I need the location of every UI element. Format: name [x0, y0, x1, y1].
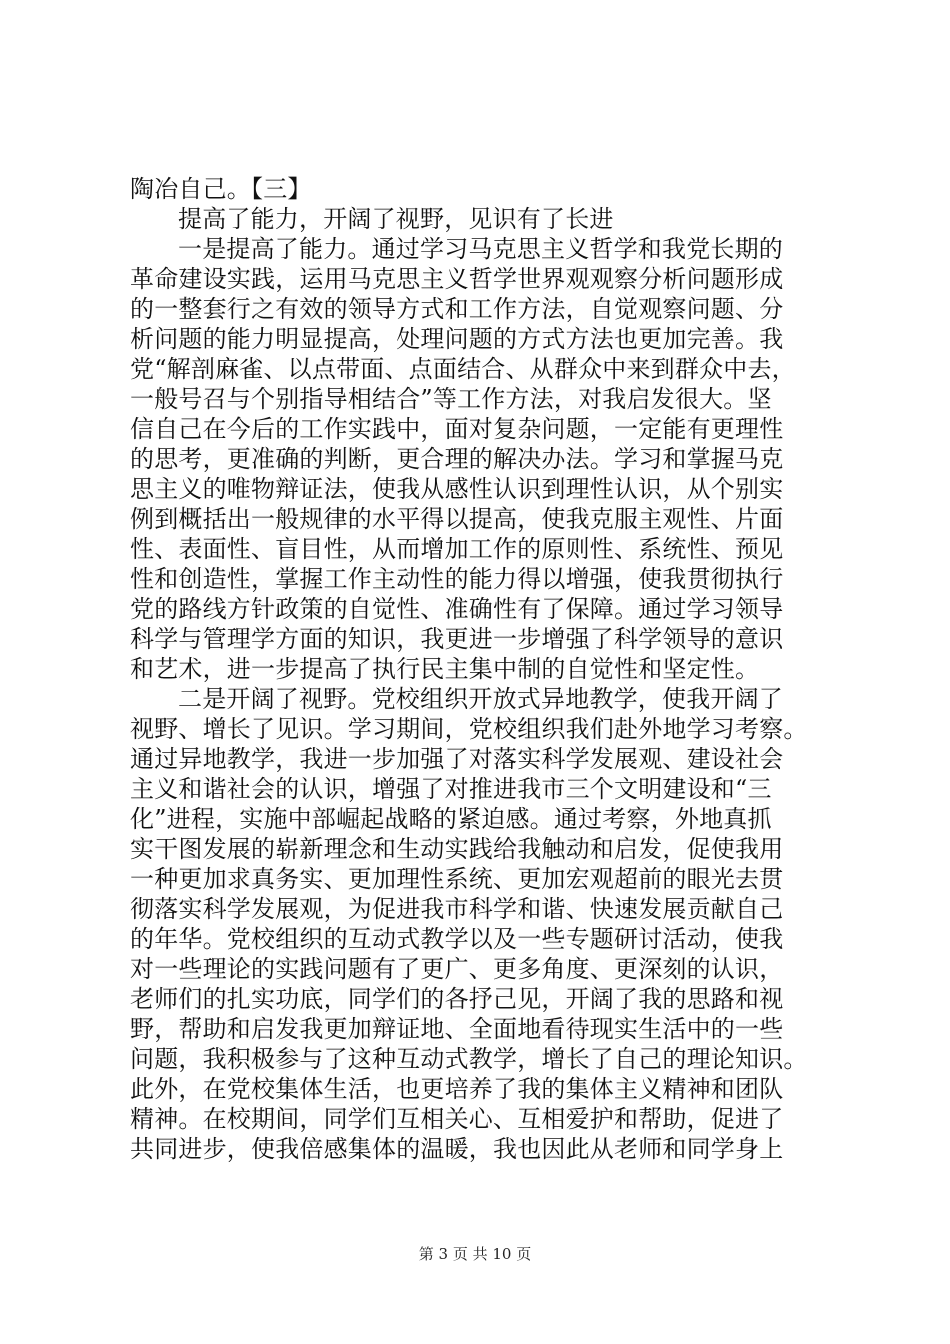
text-line: 对一些理论的实践问题有了更广、更多角度、更深刻的认识，	[130, 955, 784, 983]
text-line: 信自己在今后的工作实践中，面对复杂问题，一定能有更理性	[130, 415, 784, 443]
text-line: 主义和谐社会的认识，增强了对推进我市三个文明建设和“三	[130, 775, 772, 803]
text-line: 老师们的扎实功底，同学们的各抒己见，开阔了我的思路和视	[130, 985, 784, 1013]
text-line: 一种更加求真务实、更加理性系统、更加宏观超前的眼光去贯	[130, 865, 784, 893]
text-line: 思主义的唯物辩证法，使我从感性认识到理性认识，从个别实	[130, 475, 784, 503]
text-line: 性、表面性、盲目性，从而增加工作的原则性、系统性、预见	[130, 535, 784, 563]
text-line: 的思考，更准确的判断，更合理的解决办法。学习和掌握马克	[130, 445, 784, 473]
text-line: 野，帮助和启发我更加辩证地、全面地看待现实生活中的一些	[130, 1015, 784, 1043]
text-line: 的一整套行之有效的领导方式和工作方法，自觉观察问题、分	[130, 295, 784, 323]
text-line: 陶冶自己。【三】	[130, 175, 312, 203]
text-line: 精神。在校期间，同学们互相关心、互相爱护和帮助，促进了	[130, 1105, 784, 1133]
text-line: 析问题的能力明显提高，处理问题的方式方法也更加完善。我	[130, 325, 784, 353]
text-line: 此外，在党校集体生活，也更培养了我的集体主义精神和团队	[130, 1075, 784, 1103]
paragraph-first-line: 二是开阔了视野。党校组织开放式异地教学，使我开阔了	[178, 685, 783, 713]
text-line: 革命建设实践，运用马克思主义哲学世界观观察分析问题形成	[130, 265, 784, 293]
text-line: 彻落实科学发展观，为促进我市科学和谐、快速发展贡献自己	[130, 895, 784, 923]
text-line: 通过异地教学，我进一步加强了对落实科学发展观、建设社会	[130, 745, 784, 773]
text-line: 共同进步，使我倍感集体的温暖，我也因此从老师和同学身上	[130, 1135, 784, 1163]
text-line: 性和创造性，掌握工作主动性的能力得以增强，使我贯彻执行	[130, 565, 784, 593]
page-footer: 第 3 页 共 10 页	[418, 1245, 532, 1263]
text-line: 科学与管理学方面的知识，我更进一步增强了科学领导的意识	[130, 625, 784, 653]
text-line: 实干图发展的崭新理念和生动实践给我触动和启发，促使我用	[130, 835, 784, 863]
text-line: 化”进程，实施中部崛起战略的紧迫感。通过考察，外地真抓	[130, 805, 772, 833]
text-line: 例到概括出一般规律的水平得以提高，使我克服主观性、片面	[130, 505, 784, 533]
section-heading: 提高了能力，开阔了视野，见识有了长进	[178, 205, 614, 233]
text-line: 一般号召与个别指导相结合”等工作方法，对我启发很大。坚	[130, 385, 772, 413]
text-line: 和艺术，进一步提高了执行民主集中制的自觉性和坚定性。	[130, 655, 760, 683]
text-line: 党的路线方针政策的自觉性、准确性有了保障。通过学习领导	[130, 595, 784, 623]
paragraph-first-line: 一是提高了能力。通过学习马克思主义哲学和我党长期的	[178, 235, 783, 263]
text-line: 的年华。党校组织的互动式教学以及一些专题研讨活动，使我	[130, 925, 784, 953]
text-line: 党“解剖麻雀、以点带面、点面结合、从群众中来到群众中去，	[130, 355, 796, 383]
text-line: 问题，我积极参与了这种互动式教学，增长了自己的理论知识。	[130, 1045, 808, 1073]
text-line: 视野、增长了见识。学习期间，党校组织我们赴外地学习考察。	[130, 715, 808, 743]
